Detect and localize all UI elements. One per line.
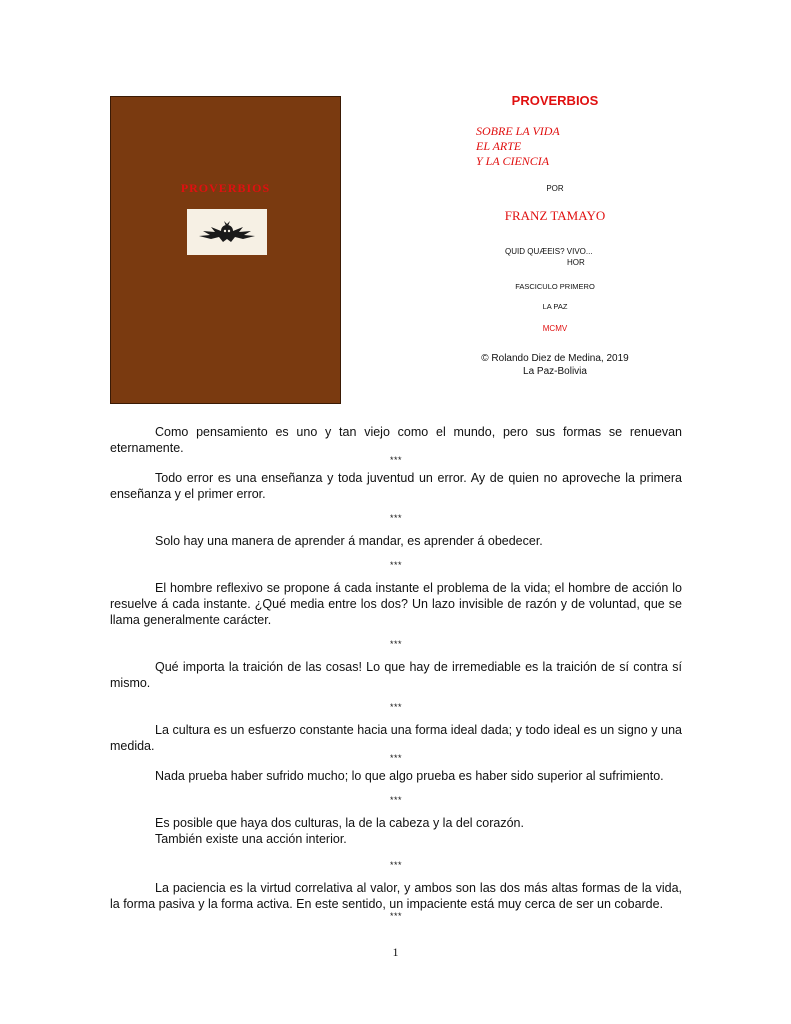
- proverb-paragraph: Solo hay una manera de aprender á mandar, es aprender á obedecer.: [155, 534, 543, 548]
- proverb-paragraph: Nada prueba haber sufrido mucho; lo que algo prueba es haber sido superior al sufrimiento.: [155, 769, 664, 783]
- copyright-line: © Rolando Diez de Medina, 2019: [481, 353, 629, 364]
- page-title: PROVERBIOS: [511, 93, 599, 108]
- proverb-paragraph: Qué importa la traición de las cosas! Lo que hay de irremediable es la traición de sí contra sí mismo.: [110, 660, 682, 690]
- proverb-paragraph: El hombre reflexivo se propone á cada instante el problema de la vida; el hombre de acción lo resuelve á cada instante. ¿Qué media entre los dos? Un lazo invisible de razón y de voluntad, que se llama generalmente carácter.: [110, 581, 682, 627]
- separator: ***: [389, 795, 402, 805]
- motto-attribution: HOR: [567, 258, 585, 267]
- separator: ***: [389, 702, 402, 712]
- copyright-notice: [420, 352, 690, 378]
- separator: ***: [389, 513, 402, 523]
- separator: ***: [389, 560, 402, 570]
- fascicle-label: FASCICULO PRIMERO: [515, 282, 595, 291]
- separator: ***: [389, 753, 402, 763]
- subtitle-line: SOBRE LA VIDA: [476, 124, 560, 138]
- separator: ***: [389, 911, 402, 921]
- bat-emblem-icon: [197, 217, 257, 247]
- subtitle: [476, 124, 560, 169]
- proverb-paragraph: La paciencia es la virtud correlativa al valor, y ambos son las dos más altas formas de la vida, la forma pasiva y la forma activa. En este sentido, un impaciente está muy cerca de ser un cobarde.: [110, 881, 682, 911]
- copyright-place: La Paz-Bolivia: [523, 366, 587, 377]
- subtitle-line: Y LA CIENCIA: [476, 154, 550, 168]
- author-name: FRANZ TAMAYO: [504, 208, 606, 223]
- subtitle-line: EL ARTE: [476, 139, 522, 153]
- page-number: 1: [392, 945, 399, 959]
- year-label: MCMV: [542, 324, 568, 333]
- separator: ***: [389, 639, 402, 649]
- city-label: LA PAZ: [542, 302, 568, 311]
- byline-label: POR: [546, 184, 564, 193]
- separator: ***: [389, 455, 402, 465]
- proverb-paragraph: Todo error es una enseñanza y toda juventud un error. Ay de quien no aproveche la primera enseñanza y el primer error.: [110, 471, 682, 501]
- motto: [505, 246, 593, 268]
- cover-emblem: [187, 209, 267, 255]
- proverbs-body: [110, 424, 682, 926]
- proverb-paragraph: También existe una acción interior.: [155, 832, 347, 846]
- motto-line: QUID QUÆEIS? VIVO...: [505, 247, 593, 256]
- proverb-paragraph: La cultura es un esfuerzo constante hacia una forma ideal dada; y todo ideal es un signo y una medida.: [110, 723, 682, 753]
- cover-image: [110, 96, 341, 404]
- proverb-paragraph: Como pensamiento es uno y tan viejo como el mundo, pero sus formas se renuevan eternamente.: [110, 425, 682, 455]
- separator: ***: [389, 860, 402, 870]
- proverb-paragraph: Es posible que haya dos culturas, la de la cabeza y la del corazón.: [155, 816, 524, 830]
- cover-title: PROVERBIOS: [180, 181, 271, 195]
